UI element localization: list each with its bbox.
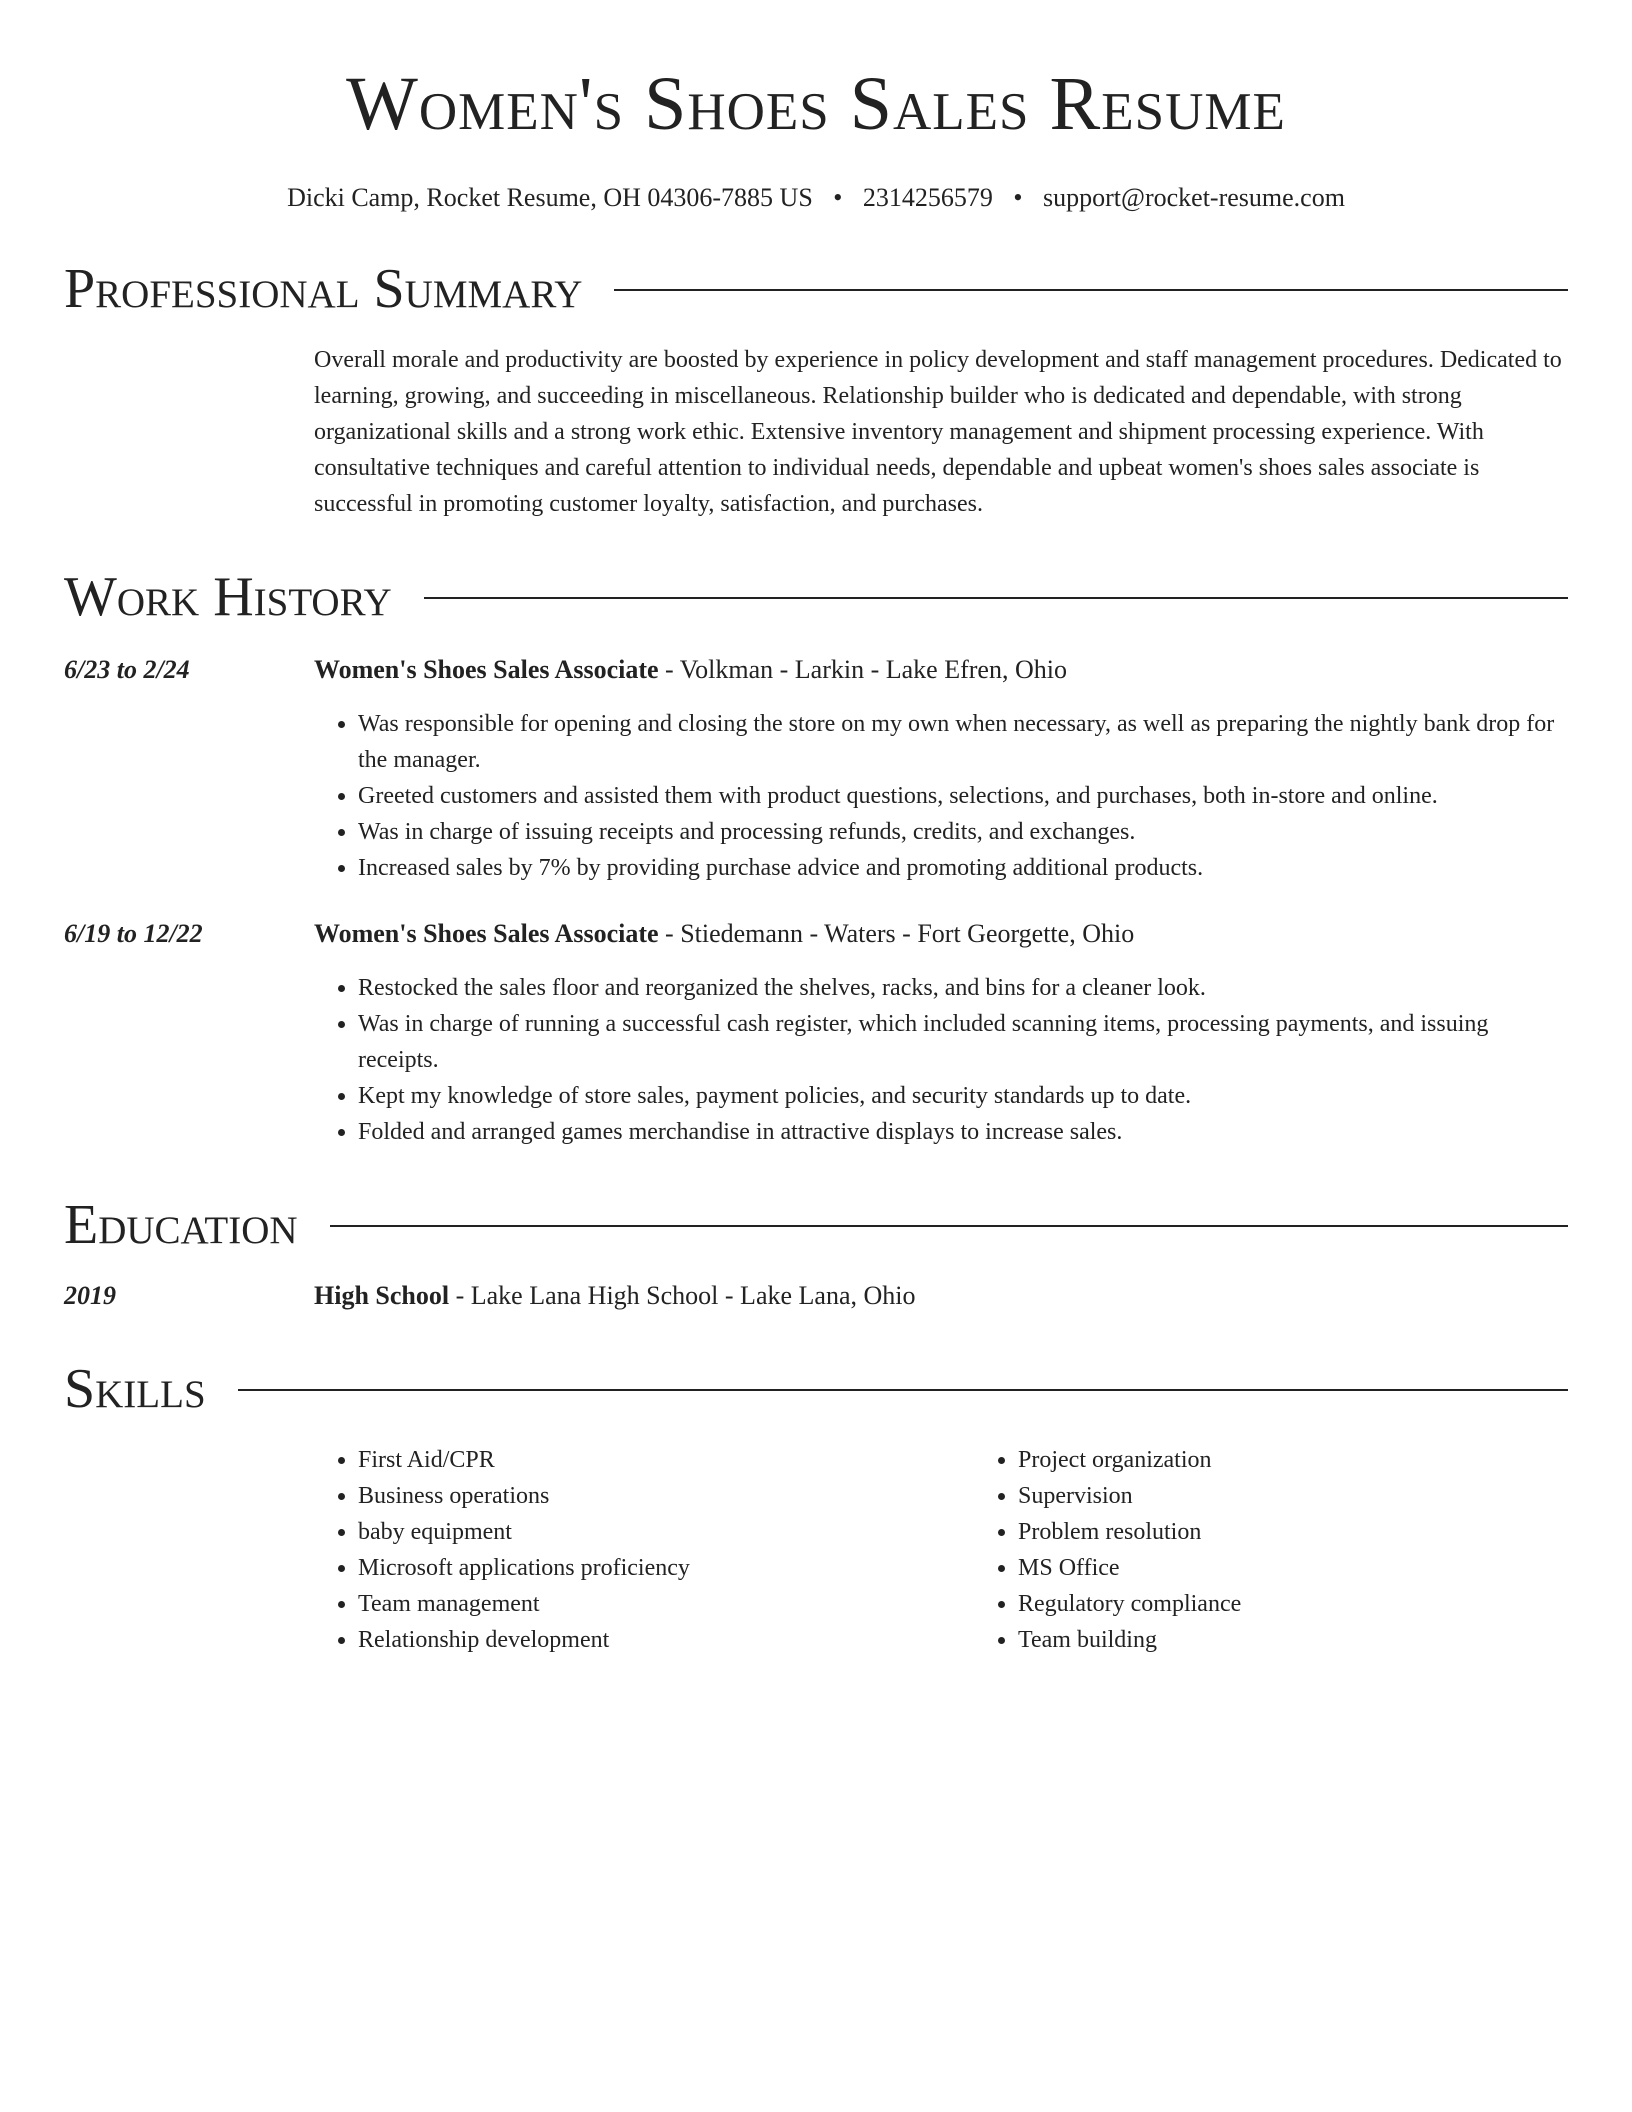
- job-bullet: • Kept my knowledge of store sales, payment policies, and security standards up to date.: [358, 1078, 1568, 1114]
- section-header: [64, 566, 1568, 628]
- job-line: [314, 916, 1568, 952]
- job-bullet: • Greeted customers and assisted them with product questions, selections, and purchases, both in-store and online.: [358, 778, 1568, 814]
- skill-item: • baby equipment: [358, 1514, 974, 1550]
- education-line: [314, 1278, 1568, 1314]
- section-header: [64, 1194, 1568, 1256]
- job-bullets: [314, 970, 1568, 1150]
- skills-column-1: [314, 1442, 974, 1658]
- education-degree: High School: [314, 1281, 450, 1310]
- skill-item: • Problem resolution: [1018, 1514, 1632, 1550]
- summary-heading: Professional Summary: [64, 258, 583, 320]
- skill-item: • Regulatory compliance: [1018, 1586, 1632, 1622]
- contact-separator: •: [1013, 183, 1023, 212]
- education-entry: [64, 1278, 1568, 1314]
- contact-phone: 2314256579: [862, 183, 993, 212]
- skill-item: • Relationship development: [358, 1622, 974, 1658]
- skill-item: • Supervision: [1018, 1478, 1632, 1514]
- section-divider: [238, 1389, 1568, 1391]
- skill-item: • First Aid/CPR: [358, 1442, 974, 1478]
- job-details: - Stiedemann - Waters - Fort Georgette, Ohio: [658, 919, 1135, 948]
- skills-section: [64, 1358, 1568, 1658]
- job-bullet: • Was in charge of running a successful cash register, which included scanning items, processing payments, and issuing receipts.: [358, 1006, 1568, 1078]
- resume-title: Women's Shoes Sales Resume: [346, 62, 1286, 146]
- contact-separator: •: [833, 183, 843, 212]
- job-bullet: • Increased sales by 7% by providing purchase advice and promoting additional products.: [358, 850, 1568, 886]
- job-bullet: • Folded and arranged games merchandise in attractive displays to increase sales.: [358, 1114, 1568, 1150]
- skill-item: • Business operations: [358, 1478, 974, 1514]
- summary-left-spacer: [64, 320, 314, 522]
- job-dates: 6/19 to 12/22: [64, 919, 203, 948]
- skill-item: • Team management: [358, 1586, 974, 1622]
- job-bullet: • Was in charge of issuing receipts and processing refunds, credits, and exchanges.: [358, 814, 1568, 850]
- section-header: [64, 1358, 1568, 1420]
- skill-item: • Project organization: [1018, 1442, 1632, 1478]
- summary-row: [64, 320, 1568, 522]
- job-title: Women's Shoes Sales Associate: [314, 919, 659, 948]
- summary-section: [64, 258, 1568, 522]
- work-history-section: [64, 566, 1568, 1150]
- education-details: - Lake Lana High School - Lake Lana, Ohio: [449, 1281, 916, 1310]
- job-line: [314, 652, 1568, 688]
- job-bullets: [314, 706, 1568, 886]
- skills-row: [64, 1420, 1568, 1658]
- section-divider: [330, 1225, 1568, 1227]
- contact-line: [64, 182, 1568, 214]
- job-details: - Volkman - Larkin - Lake Efren, Ohio: [658, 655, 1067, 684]
- section-header: [64, 258, 1568, 320]
- skills-column-2: [974, 1442, 1632, 1658]
- contact-address: Dicki Camp, Rocket Resume, OH 04306-7885 US: [287, 183, 813, 212]
- work-history-heading: Work History: [64, 566, 392, 628]
- skills-grid: [314, 1442, 1632, 1658]
- skill-item: • Team building: [1018, 1622, 1632, 1658]
- section-divider: [614, 289, 1568, 291]
- job-bullet: • Restocked the sales floor and reorganized the shelves, racks, and bins for a cleaner look.: [358, 970, 1568, 1006]
- job-dates: 6/23 to 2/24: [64, 655, 190, 684]
- summary-text: Overall morale and productivity are boosted by experience in policy development and staff management procedures. Dedicated to learning, growing, and succeeding in miscellaneous. Relationship builder who is dedicated and dependable, with strong organizational skills and a strong work ethic. Extensive inventory management and shipment processing experience. With consultative techniques and careful attention to individual needs, dependable and upbeat women's shoes sales associate is successful in promoting customer loyalty, satisfaction, and purchases.: [314, 347, 1562, 517]
- education-section: [64, 1194, 1568, 1314]
- education-year: 2019: [64, 1281, 116, 1310]
- education-heading: Education: [64, 1194, 298, 1256]
- job-entry: [64, 652, 1568, 886]
- job-bullet: • Was responsible for opening and closing the store on my own when necessary, as well as preparing the nightly bank drop for the manager.: [358, 706, 1568, 778]
- skill-item: • MS Office: [1018, 1550, 1632, 1586]
- skill-item: • Microsoft applications proficiency: [358, 1550, 974, 1586]
- job-entry: [64, 916, 1568, 1150]
- skills-left-spacer: [64, 1420, 314, 1658]
- section-divider: [424, 597, 1568, 599]
- contact-email: support@rocket-resume.com: [1043, 183, 1345, 212]
- skills-heading: Skills: [64, 1358, 206, 1420]
- job-title: Women's Shoes Sales Associate: [314, 655, 659, 684]
